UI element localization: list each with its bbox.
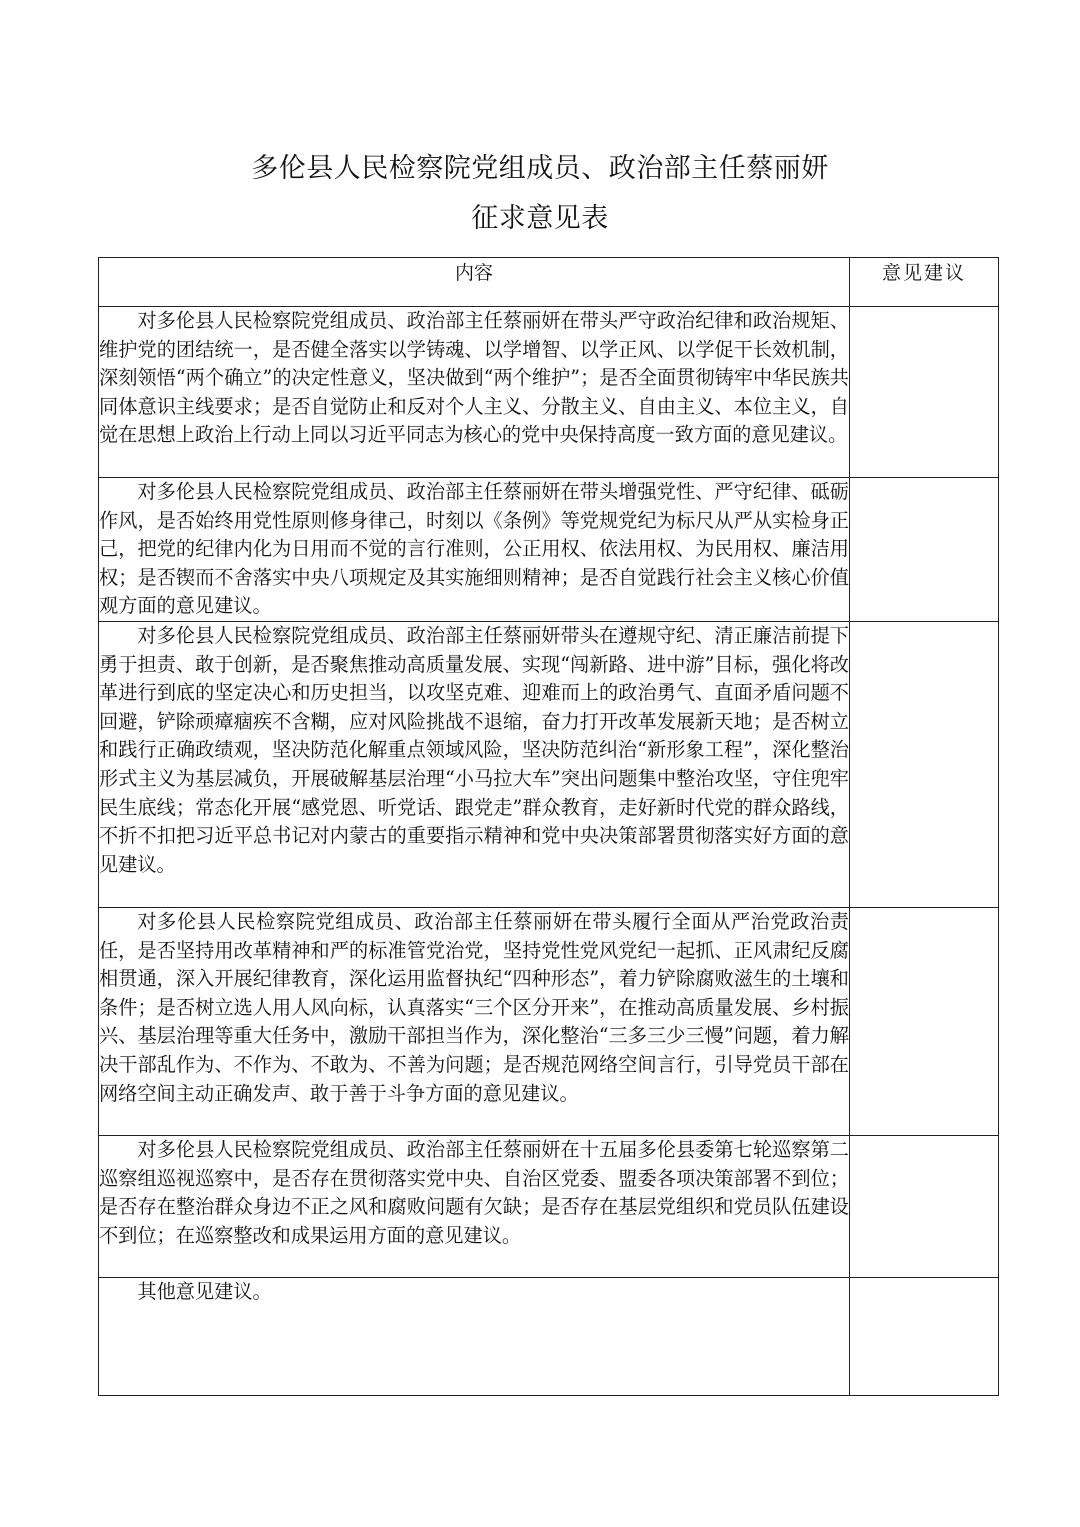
table-row (99, 478, 999, 622)
opinion-form-table (98, 257, 999, 1396)
table-header-row (99, 258, 999, 307)
page-title: 多伦县人民检察院党组成员、政治部主任蔡丽妍 (251, 153, 829, 184)
opinion-input-cell[interactable] (850, 478, 999, 622)
table-row (99, 907, 999, 1135)
opinion-input-cell[interactable] (850, 307, 999, 478)
page-subtitle: 征求意见表 (471, 203, 609, 234)
content-cell: 对多伦县人民检察院党组成员、政治部主任蔡丽妍在带头严守政治纪律和政治规矩、维护党的团结统一，是否健全落实以学铸魂、以学增智、以学正风、以学促干长效机制，深刻领悟“两个确立”的决定性意义，坚决做到“两个维护”；是否全面贯彻铸牢中华民族共同体意识主线要求；是否自觉防止和反对个人主义、分散主义、自由主义、本位主义，自觉在思想上政治上行动上同以习近平同志为核心的党中央保持高度一致方面的意见建议。 (99, 307, 850, 478)
other-opinion-label: 其他意见建议。 (99, 1277, 850, 1395)
opinion-input-cell[interactable] (850, 1277, 999, 1395)
column-header-content: 内容 (99, 258, 850, 307)
table-row-other (99, 1277, 999, 1395)
table-row (99, 1135, 999, 1277)
column-header-opinion: 意见建议 (850, 258, 999, 307)
opinion-input-cell[interactable] (850, 621, 999, 907)
content-cell: 对多伦县人民检察院党组成员、政治部主任蔡丽妍在十五届多伦县委第七轮巡察第二巡察组巡视巡察中，是否存在贯彻落实党中央、自治区党委、盟委各项决策部署不到位；是否存在整治群众身边不正之风和腐败问题有欠缺；是否存在基层党组织和党员队伍建设不到位；在巡察整改和成果运用方面的意见建议。 (99, 1135, 850, 1277)
content-cell: 对多伦县人民检察院党组成员、政治部主任蔡丽妍在带头履行全面从严治党政治责任，是否坚持用改革精神和严的标准管党治党，坚持党性党风党纪一起抓、正风肃纪反腐相贯通，深入开展纪律教育，深化运用监督执纪“四种形态”，着力铲除腐败滋生的土壤和条件；是否树立选人用人风向标，认真落实“三个区分开来”，在推动高质量发展、乡村振兴、基层治理等重大任务中，激励干部担当作为，深化整治“三多三少三慢”问题，着力解决干部乱作为、不作为、不敢为、不善为问题；是否规范网络空间言行，引导党员干部在网络空间主动正确发声、敢于善于斗争方面的意见建议。 (99, 907, 850, 1135)
opinion-input-cell[interactable] (850, 907, 999, 1135)
table-row (99, 621, 999, 907)
content-cell: 对多伦县人民检察院党组成员、政治部主任蔡丽妍在带头增强党性、严守纪律、砥砺作风，是否始终用党性原则修身律己，时刻以《条例》等党规党纪为标尺从严从实检身正己，把党的纪律内化为日用而不觉的言行准则，公正用权、依法用权、为民用权、廉洁用权；是否锲而不舍落实中央八项规定及其实施细则精神；是否自觉践行社会主义核心价值观方面的意见建议。 (99, 478, 850, 622)
opinion-input-cell[interactable] (850, 1135, 999, 1277)
table-row (99, 307, 999, 478)
content-cell: 对多伦县人民检察院党组成员、政治部主任蔡丽妍带头在遵规守纪、清正廉洁前提下勇于担责、敢于创新，是否聚焦推动高质量发展、实现“闯新路、进中游”目标，强化将改革进行到底的坚定决心和历史担当，以攻坚克难、迎难而上的政治勇气、直面矛盾问题不回避，铲除顽瘴痼疾不含糊，应对风险挑战不退缩，奋力打开改革发展新天地；是否树立和践行正确政绩观，坚决防范化解重点领域风险，坚决防范纠治“新形象工程”，深化整治形式主义为基层减负，开展破解基层治理“小马拉大车”突出问题集中整治攻坚，守住兜牢民生底线；常态化开展“感党恩、听党话、跟党走”群众教育，走好新时代党的群众路线，不折不扣把习近平总书记对内蒙古的重要指示精神和党中央决策部署贯彻落实好方面的意见建议。 (99, 621, 850, 907)
